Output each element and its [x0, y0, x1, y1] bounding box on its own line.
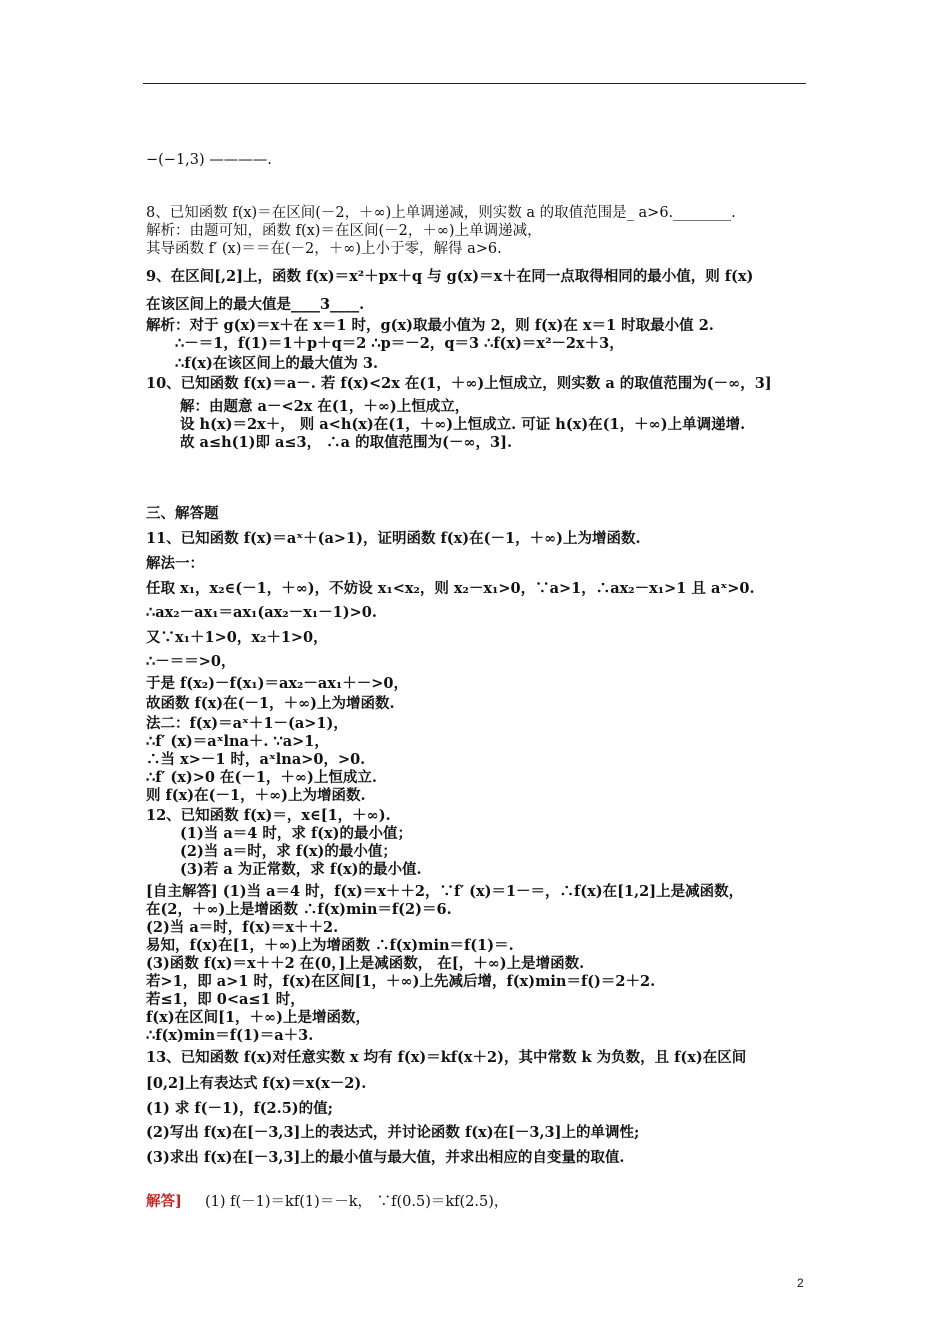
text-line: 易知，f(x)在[1，＋∞)上为增函数 ∴f(x)min＝f(1)＝. [146, 937, 514, 954]
text-line: (2)写出 f(x)在[－3,3]上的表达式，并讨论函数 f(x)在[－3,3]上的单调性; [146, 1124, 640, 1141]
text-line: −(−1,3) ————. [146, 152, 272, 168]
text-line: (3)若 a 为正常数，求 f(x)的最小值. [180, 861, 422, 878]
text-line: (2)当 a＝时，求 f(x)的最小值； [180, 843, 397, 860]
text-line: 在该区间上的最大值是____3____. [146, 296, 365, 313]
question-8: 8、已知函数 f(x)＝在区间(－2，＋∞)上单调递减，则实数 a 的取值范围是_ a>6.________. [146, 205, 736, 221]
text-line: [自主解答] (1)当 a＝4 时，f(x)＝x＋＋2，∵f′ (x)＝1－＝，∴f(x)在[1,2]上是减函数， [146, 883, 744, 900]
text-line: 解析：由题可知，函数 f(x)＝在区间(－2，＋∞)上单调递减， [146, 223, 542, 239]
text-line: 于是 f(x₂)－f(x₁)＝ax₂－ax₁＋－>0， [146, 675, 408, 692]
question-12: 12、已知函数 f(x)＝，x∈[1，＋∞). [146, 807, 391, 824]
text-line: (1) f(－1)＝kf(1)＝－k， ∵f(0.5)＝kf(2.5)， [205, 1194, 509, 1210]
page-number: 2 [797, 1276, 804, 1290]
text-line: 解法一： [146, 555, 204, 572]
text-line: [0,2]上有表达式 f(x)＝x(x－2). [146, 1075, 367, 1092]
text-line: 在(2，＋∞)上是增函数 ∴f(x)min＝f(2)＝6. [146, 901, 452, 918]
text-line: ∴－＝＝>0， [146, 653, 236, 670]
text-line: ∴f(x)在该区间上的最大值为 3. [175, 355, 379, 372]
text-line: (1)当 a＝4 时，求 f(x)的最小值； [180, 825, 413, 842]
text-line: 故函数 f(x)在(－1，＋∞)上为增函数. [146, 695, 395, 712]
text-line: ∴当 x>－1 时，aˣlna>0，>0. [146, 751, 366, 768]
text-line: 故 a≤h(1)即 a≤3， ∴a 的取值范围为(－∞，3]. [180, 434, 513, 451]
text-line: 则 f(x)在(－1，＋∞)上为增函数. [146, 787, 366, 804]
text-line: ∴f′ (x)>0 在(－1，＋∞)上恒成立. [146, 769, 377, 786]
text-line: (3)函数 f(x)＝x＋＋2 在(0，]上是减函数， 在[，＋∞)上是增函数. [146, 955, 585, 972]
text-line: 若>1，即 a>1 时，f(x)在区间[1，＋∞)上先减后增，f(x)min＝f()＝2＋2. [146, 973, 656, 990]
question-10: 10、已知函数 f(x)＝a－. 若 f(x)<2x 在(1，＋∞)上恒成立，则实数 a 的取值范围为(－∞，3] [146, 375, 772, 392]
question-13: 13、已知函数 f(x)对任意实数 x 均有 f(x)＝kf(x＋2)，其中常数 k 为负数，且 f(x)在区间 [146, 1049, 747, 1066]
section-heading: 三、解答题 [146, 505, 219, 522]
text-line: ∴－＝1，f(1)＝1＋p＋q＝2 ∴p＝－2，q＝3 ∴f(x)＝x²－2x＋3， [175, 335, 624, 352]
text-line: 任取 x₁，x₂∈(－1，＋∞)，不妨设 x₁<x₂，则 x₂－x₁>0，∵a>1，∴ax₂－x₁>1 且 aˣ>0. [146, 580, 755, 597]
text-line: ∴f(x)min＝f(1)＝a＋3. [146, 1027, 314, 1044]
question-11: 11、已知函数 f(x)＝aˣ＋(a>1)，证明函数 f(x)在(－1，＋∞)上为增函数. [146, 530, 641, 547]
text-line: 法二：f(x)＝aˣ＋1－(a>1)， [146, 715, 348, 732]
header-rule [143, 83, 806, 84]
answer-label: 解答] [146, 1193, 182, 1210]
text-line: 若≤1，即 0<a≤1 时， [146, 991, 305, 1008]
text-line: 其导函数 f′ (x)＝＝在(－2，＋∞)上小于零，解得 a>6. [146, 241, 502, 257]
text-line: (1) 求 f(－1)，f(2.5)的值; [146, 1100, 333, 1117]
text-line: f(x)在区间[1，＋∞)上是增函数， [146, 1009, 370, 1026]
text-line: 又∵x₁＋1>0，x₂＋1>0， [146, 629, 328, 646]
question-9: 9、在区间[,2]上，函数 f(x)＝x²＋px＋q 与 g(x)＝x＋在同一点取得相同的最小值，则 f(x) [146, 268, 754, 285]
text-line: 解：由题意 a－<2x 在(1，＋∞)上恒成立， [180, 398, 470, 415]
text-line: ∴ax₂－ax₁＝ax₁(ax₂－x₁－1)>0. [146, 604, 377, 621]
text-line: ∴f′ (x)＝aˣlna＋. ∵a>1， [146, 733, 329, 750]
text-line: 解析：对于 g(x)＝x＋在 x＝1 时，g(x)取最小值为 2，则 f(x)在 x＝1 时取最小值 2. [146, 317, 714, 334]
text-line: (2)当 a＝时，f(x)＝x＋＋2. [146, 919, 339, 936]
text-line: 设 h(x)＝2x＋， 则 a<h(x)在(1，＋∞)上恒成立. 可证 h(x)在(1，＋∞)上单调递增. [180, 416, 746, 433]
text-line: (3)求出 f(x)在[－3,3]上的最小值与最大值，并求出相应的自变量的取值. [146, 1149, 625, 1166]
